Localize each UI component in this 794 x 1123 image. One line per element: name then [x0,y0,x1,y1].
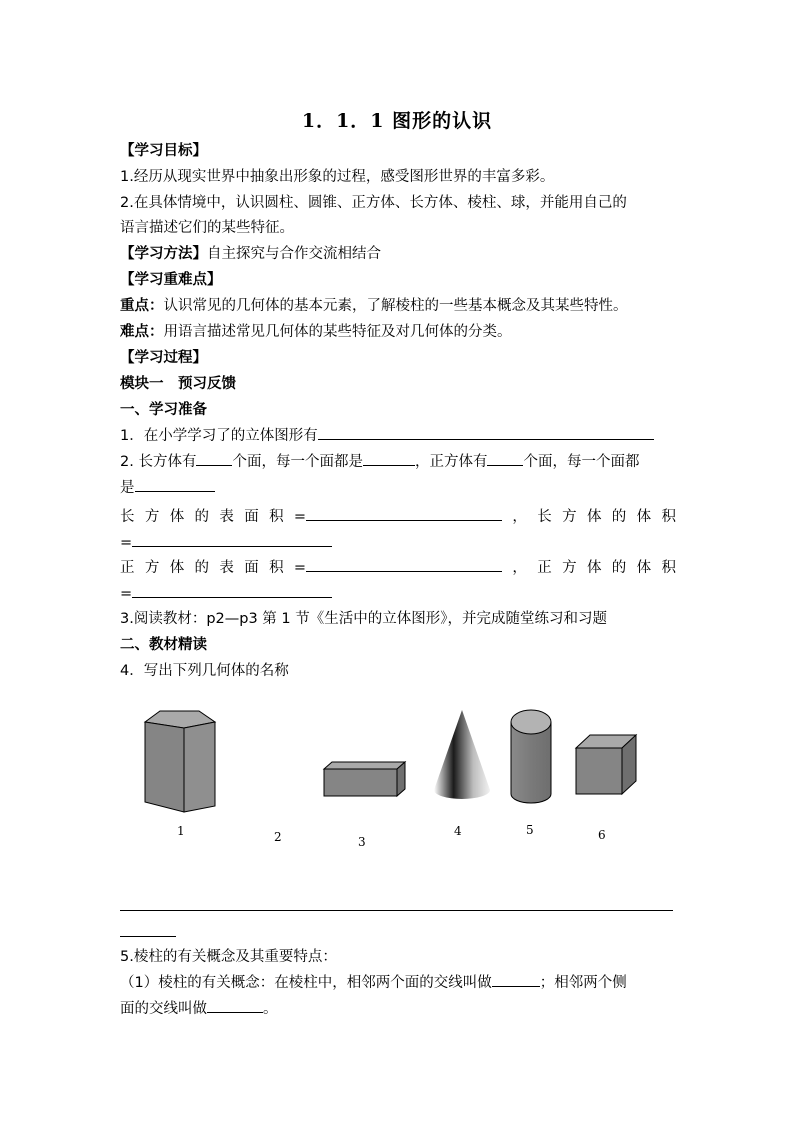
cylinder-shape [511,710,551,803]
char: 体 [586,509,602,525]
answer-blank[interactable] [363,451,415,466]
key-label: 重点： [120,298,164,314]
goal-1: 1.经历从现实世界中抽象出形象的过程，感受图形世界的丰富多彩。 [120,169,555,185]
figure-number-4: 4 [454,824,462,838]
goal-2-line-2: 语言描述它们的某些特征。 [120,220,294,236]
goals-heading: 【学习目标】 [120,143,207,159]
char: ， [512,560,527,576]
cuboid-formula-line [120,504,676,530]
figure-number-1: 1 [177,824,185,838]
question-5-1-cont [120,996,676,1022]
question-2-text-c: ，正方体有 [414,454,488,470]
char: 积 [661,509,676,525]
difficulty-text: 用语言描述常见几何体的某些特征及对几何体的分类。 [163,324,512,340]
char: 的 [611,560,627,576]
cube-volume-line [120,581,676,607]
method-line [120,241,676,267]
answer-blank[interactable] [132,583,332,598]
goal-2-line-1: 2.在具体情境中，认识圆柱、圆锥、正方体、长方体、棱柱、球，并能用自己的 [120,195,627,211]
char: 积 [269,509,284,525]
equals-sign: = [293,509,307,525]
char: 积 [269,560,284,576]
char: 体 [169,509,185,525]
char: 积 [661,560,676,576]
equals-sign: = [120,535,133,551]
question-2-text-a: 2. 长方体有 [120,454,197,470]
question-2 [120,449,676,475]
char: 的 [194,560,210,576]
difficulty-label: 难点： [120,324,164,340]
section-1-heading: 一、学习准备 [120,402,207,418]
char: 体 [586,560,602,576]
pentagonal-prism-shape [145,711,215,812]
section-2-heading: 二、教材精读 [120,637,207,653]
cuboid-volume-line [120,530,676,556]
char: 长 [120,509,135,525]
method-heading: 【学习方法】 [120,246,207,262]
question-5-1-text-a: （1）棱柱的有关概念：在棱柱中，相邻两个面的交线叫做 [120,975,492,991]
page-title: 1．1．1 图形的认识 [301,110,493,132]
question-5-1-text-c: 面的交线叫做 [120,1001,207,1017]
answer-blank[interactable] [487,451,523,466]
answer-blank[interactable] [196,451,232,466]
answer-blank[interactable] [135,477,215,492]
answer-blank[interactable] [318,425,654,440]
char: 方 [562,560,577,576]
cube-shape [576,735,636,794]
figure-number-2: 2 [274,830,282,844]
char: 方 [144,560,160,576]
char: 面 [244,509,259,525]
question-2-text-b: 个面，每一个面都是 [232,454,363,470]
answer-blank[interactable] [207,998,263,1013]
cuboid-shape [324,762,405,796]
char: 的 [194,509,210,525]
geometric-solids-figure [0,700,794,860]
cube-formula-line [120,555,676,581]
char: 方 [144,509,160,525]
module-1-heading: 模块一 预习反馈 [120,376,236,392]
char: 的 [611,509,627,525]
cone-shape [434,710,490,799]
answer-line-continued[interactable] [120,936,176,937]
key-heading: 【学习重难点】 [120,272,222,288]
char: 正 [120,560,135,576]
question-2-text-e: 是 [120,480,135,496]
char: 长 [537,509,552,525]
answer-blank[interactable] [492,972,540,987]
equals-sign: = [293,560,307,576]
answer-blank[interactable] [306,557,502,572]
question-5-1-text-b: ；相邻两个侧 [539,975,627,991]
key-text: 认识常见的几何体的基本元素，了解棱柱的一些基本概念及其某些特性。 [163,298,628,314]
key-point-line [120,293,676,319]
char: 面 [244,560,259,576]
question-4: 4．写出下列几何体的名称 [120,663,289,679]
question-1 [120,423,676,449]
char: 方 [562,509,577,525]
equals-sign: = [120,586,133,602]
char: 表 [219,560,234,576]
char: ， [512,509,527,525]
char: 体 [636,560,652,576]
char: 表 [219,509,234,525]
figure-number-3: 3 [358,835,366,849]
figure-number-5: 5 [526,823,534,837]
char-with-blank [294,555,502,581]
difficulty-line [120,319,676,345]
char: 体 [169,560,185,576]
question-3: 3.阅读教材：p2—p3 第 1 节《生活中的立体图形》，并完成随堂练习和习题 [120,611,607,627]
question-5-1-text-d: 。 [263,1001,278,1017]
answer-blank[interactable] [306,506,502,521]
question-5-1 [120,970,676,996]
char-with-blank [294,504,502,530]
process-heading: 【学习过程】 [120,350,207,366]
figure-number-6: 6 [598,828,606,842]
question-5: 5.棱柱的有关概念及其重要特点： [120,949,337,965]
char: 体 [636,509,652,525]
question-2-cont [120,475,676,501]
char: 正 [537,560,552,576]
answer-blank[interactable] [132,532,332,547]
question-1-text: 1．在小学学习了的立体图形有 [120,428,318,444]
method-text: 自主探究与合作交流相结合 [207,246,381,262]
question-2-text-d: 个面，每一个面都 [523,454,640,470]
answer-line[interactable] [120,910,673,911]
